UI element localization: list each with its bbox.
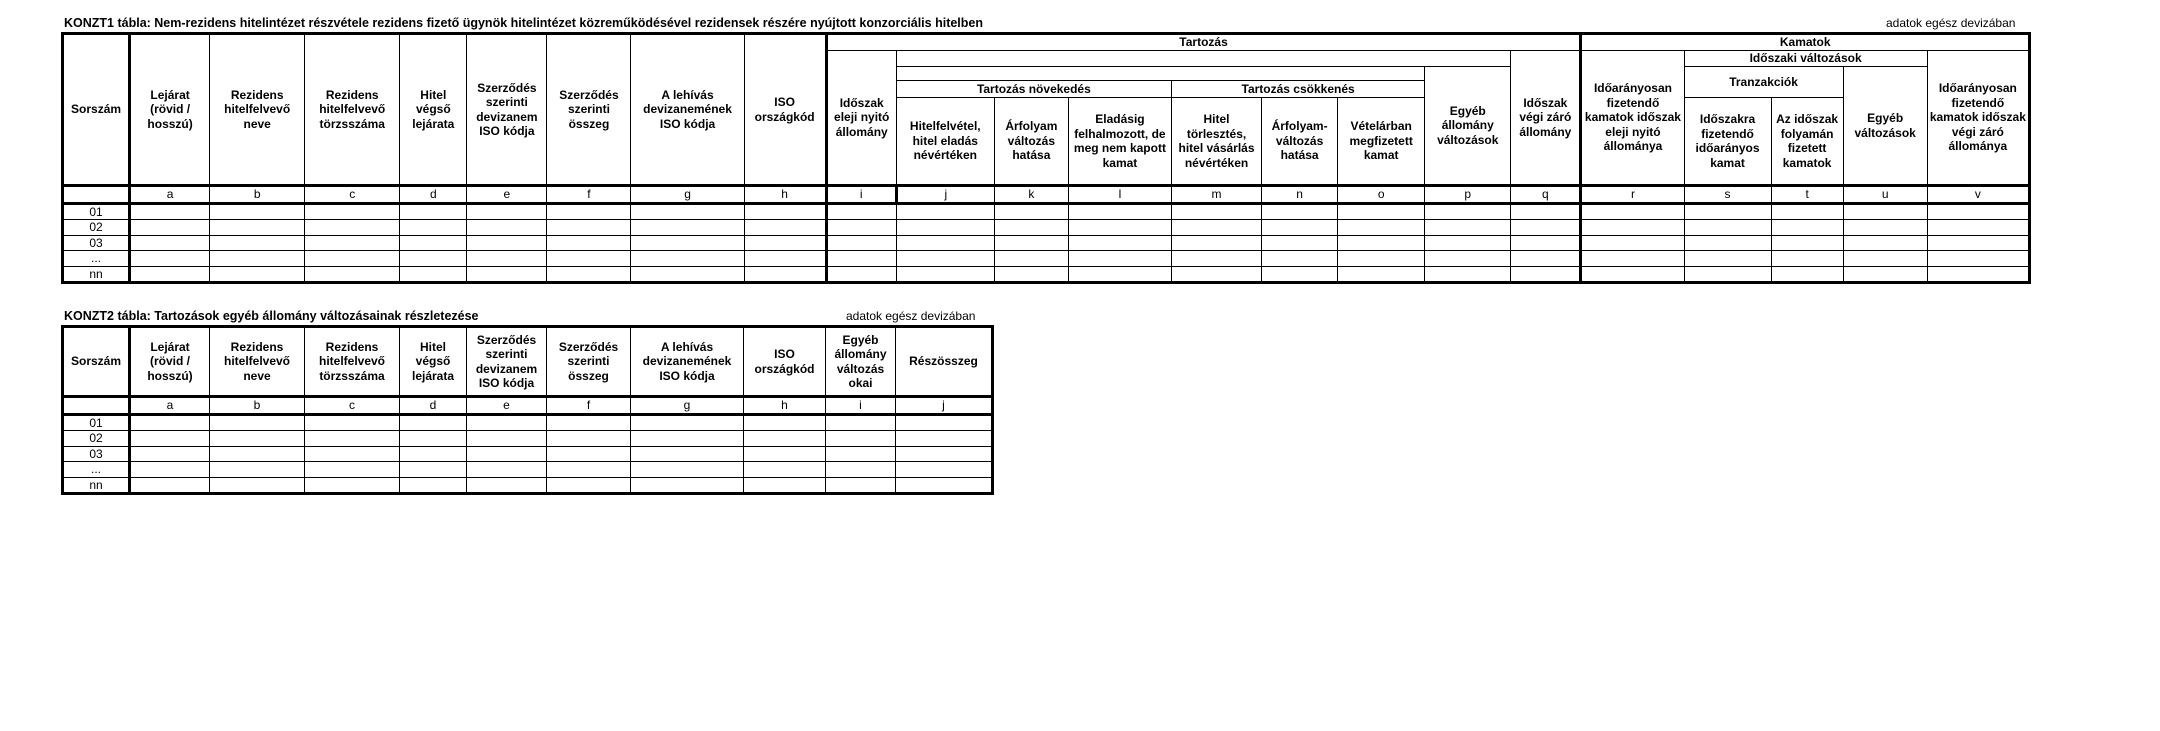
data-cell	[896, 414, 993, 431]
data-cell	[1171, 266, 1261, 283]
data-cell	[744, 446, 826, 462]
data-cell	[210, 266, 305, 283]
data-cell	[1927, 251, 2029, 267]
data-cell	[467, 203, 547, 220]
col-vetelar-kamat-header: Vételárban megfizetett kamat	[1338, 98, 1425, 186]
k2-col-lehivas-devizanem-header: A lehívás devizanemének ISO kódja	[631, 327, 744, 397]
data-cell	[1262, 266, 1338, 283]
row-number: 03	[63, 446, 130, 462]
data-cell	[210, 203, 305, 220]
data-cell	[1068, 251, 1171, 267]
group-tartozas-csokkenes-header: Tartozás csökkenés	[1171, 81, 1424, 98]
table-row	[63, 414, 993, 431]
data-cell	[305, 462, 400, 478]
data-cell	[1338, 220, 1425, 236]
data-cell	[1425, 266, 1511, 283]
table-row	[63, 431, 993, 447]
k2-col-iso-orszagkod-header: ISO országkód	[744, 327, 826, 397]
col-hitelfelvevo-neve-header: Rezidens hitelfelvevő neve	[210, 34, 305, 186]
table-row	[63, 477, 993, 494]
data-cell	[896, 446, 993, 462]
data-cell	[631, 414, 744, 431]
col-zaro-allomany-header: Időszak végi záró állomány	[1511, 51, 1581, 186]
data-cell	[1581, 220, 1684, 236]
data-cell	[1771, 251, 1843, 267]
code-cell: l	[1068, 186, 1171, 204]
k2-col-torzsszam-header: Rezidens hitelfelvevő törzsszáma	[305, 327, 400, 397]
data-cell	[744, 414, 826, 431]
data-cell	[547, 203, 631, 220]
data-cell	[130, 266, 210, 283]
data-cell	[826, 220, 896, 236]
data-cell	[826, 446, 896, 462]
data-cell	[896, 251, 994, 267]
group-tranzakciok-header: Tranzakciók	[1684, 67, 1843, 98]
data-cell	[1425, 203, 1511, 220]
data-cell	[130, 431, 210, 447]
code-cell: v	[1927, 186, 2029, 204]
data-cell	[1684, 203, 1771, 220]
row-number: nn	[63, 477, 130, 494]
data-cell	[305, 446, 400, 462]
k2-col-sorszam-header: Sorszám	[63, 327, 130, 397]
table-row	[63, 220, 2030, 236]
data-cell	[994, 203, 1068, 220]
col-arfolyam-valtozas-csokkenes-header: Árfolyam-változás hatása	[1262, 98, 1338, 186]
code-cell: e	[467, 186, 547, 204]
code-cell: k	[994, 186, 1068, 204]
data-cell	[305, 235, 400, 251]
data-cell	[1927, 266, 2029, 283]
konzt1-table	[61, 32, 2031, 284]
col-kamat-zaro-header: Időarányosan fizetendő kamatok időszak végi záró állománya	[1927, 51, 2029, 186]
data-cell	[130, 235, 210, 251]
group-tartozas-novekedes-header: Tartozás növekedés	[896, 81, 1171, 98]
k2-col-devizanem-iso-header: Szerződés szerinti devizanem ISO kódja	[467, 327, 547, 397]
data-cell	[631, 477, 744, 494]
data-cell	[631, 251, 744, 267]
data-cell	[130, 251, 210, 267]
data-cell	[1425, 251, 1511, 267]
code-cell: p	[1425, 186, 1511, 204]
k2-col-reszosszeg-header: Részösszeg	[896, 327, 993, 397]
data-cell	[631, 235, 744, 251]
data-cell	[1511, 203, 1581, 220]
group-idoszaki-valtozasok-header: Időszaki változások	[1684, 51, 1927, 67]
data-cell	[1581, 266, 1684, 283]
data-cell	[1771, 266, 1843, 283]
data-cell	[1511, 235, 1581, 251]
code-cell: g	[631, 397, 744, 415]
data-cell	[896, 203, 994, 220]
col-lejarat-header: Lejárat (rövid / hosszú)	[130, 34, 210, 186]
data-cell	[1171, 251, 1261, 267]
data-cell	[400, 203, 467, 220]
data-cell	[1684, 266, 1771, 283]
col-egyeb-valtozasok-header: Egyéb változások	[1843, 67, 1927, 186]
code-cell: h	[744, 186, 826, 204]
konzt1-body	[63, 203, 2030, 283]
data-cell	[1511, 251, 1581, 267]
data-cell	[130, 477, 210, 494]
data-cell	[1425, 235, 1511, 251]
code-cell: i	[826, 397, 896, 415]
data-cell	[400, 235, 467, 251]
data-cell	[130, 220, 210, 236]
data-cell	[467, 477, 547, 494]
data-cell	[305, 251, 400, 267]
col-torlesztes-header: Hitel törlesztés, hitel vásárlás névértéken	[1171, 98, 1261, 186]
data-cell	[305, 220, 400, 236]
col-lehivas-devizanem-header: A lehívás devizanemének ISO kódja	[631, 34, 744, 186]
table-row	[63, 266, 2030, 283]
data-cell	[1581, 235, 1684, 251]
konzt2-body	[63, 414, 993, 494]
k2-col-lejarat-header: Lejárat (rövid / hosszú)	[130, 327, 210, 397]
col-hitelfelvetel-header: Hitelfelvétel, hitel eladás névértéken	[896, 98, 994, 186]
data-cell	[744, 431, 826, 447]
data-cell	[1511, 266, 1581, 283]
col-nyito-allomany-header: Időszak eleji nyitó állomány	[826, 51, 896, 186]
col-fizetett-kamatok-header: Az időszak folyamán fizetett kamatok	[1771, 98, 1843, 186]
code-cell: a	[130, 186, 210, 204]
data-cell	[400, 266, 467, 283]
code-cell: d	[400, 186, 467, 204]
row-number: nn	[63, 266, 130, 283]
data-cell	[467, 251, 547, 267]
data-cell	[305, 414, 400, 431]
novekedes-csokkenes-blank-row	[896, 67, 1424, 81]
data-cell	[826, 414, 896, 431]
row-number: ...	[63, 462, 130, 478]
data-cell	[1771, 220, 1843, 236]
data-cell	[400, 462, 467, 478]
data-cell	[210, 414, 305, 431]
data-cell	[994, 266, 1068, 283]
data-cell	[305, 431, 400, 447]
data-cell	[826, 431, 896, 447]
code-cell: c	[305, 186, 400, 204]
col-idoszakra-fizetendo-kamat-header: Időszakra fizetendő időarányos kamat	[1684, 98, 1771, 186]
data-cell	[547, 266, 631, 283]
data-cell	[1927, 220, 2029, 236]
data-cell	[1262, 220, 1338, 236]
k2-col-vegso-lejarat-header: Hitel végső lejárata	[400, 327, 467, 397]
data-cell	[305, 203, 400, 220]
data-cell	[1171, 235, 1261, 251]
data-cell	[1843, 235, 1927, 251]
data-cell	[467, 235, 547, 251]
konzt2-table	[61, 325, 994, 495]
data-cell	[631, 446, 744, 462]
data-cell	[1927, 235, 2029, 251]
data-cell	[744, 477, 826, 494]
data-cell	[210, 251, 305, 267]
col-kamat-nyito-header: Időarányosan fizetendő kamatok időszak eleji nyitó állománya	[1581, 51, 1684, 186]
data-cell	[1262, 235, 1338, 251]
data-cell	[826, 462, 896, 478]
data-cell	[1771, 203, 1843, 220]
col-torzsszam-header: Rezidens hitelfelvevő törzsszáma	[305, 34, 400, 186]
data-cell	[826, 266, 896, 283]
data-cell	[1262, 251, 1338, 267]
data-cell	[467, 414, 547, 431]
code-cell: s	[1684, 186, 1771, 204]
data-cell	[1684, 220, 1771, 236]
row-number: ...	[63, 251, 130, 267]
data-cell	[826, 477, 896, 494]
row-number: 01	[63, 414, 130, 431]
row-number: 03	[63, 235, 130, 251]
data-cell	[896, 462, 993, 478]
data-cell	[631, 220, 744, 236]
code-cell: b	[210, 186, 305, 204]
data-cell	[400, 431, 467, 447]
code-cell: j	[896, 397, 993, 415]
col-arfolyam-valtozas-novekedes-header: Árfolyam változás hatása	[994, 98, 1068, 186]
code-cell: r	[1581, 186, 1684, 204]
data-cell	[631, 266, 744, 283]
code-cell: g	[631, 186, 744, 204]
data-cell	[467, 431, 547, 447]
row-number: 02	[63, 220, 130, 236]
data-cell	[826, 251, 896, 267]
code-cell: t	[1771, 186, 1843, 204]
data-cell	[547, 446, 631, 462]
data-cell	[547, 462, 631, 478]
data-cell	[1771, 235, 1843, 251]
data-cell	[896, 477, 993, 494]
data-cell	[1171, 203, 1261, 220]
data-cell	[400, 414, 467, 431]
data-cell	[1843, 203, 1927, 220]
data-cell	[896, 431, 993, 447]
data-cell	[130, 446, 210, 462]
k2-col-hitelfelvevo-neve-header: Rezidens hitelfelvevő neve	[210, 327, 305, 397]
data-cell	[1338, 203, 1425, 220]
table-row	[63, 235, 2030, 251]
data-cell	[547, 235, 631, 251]
data-cell	[1581, 251, 1684, 267]
data-cell	[547, 477, 631, 494]
data-cell	[744, 235, 826, 251]
data-cell	[631, 462, 744, 478]
data-cell	[826, 235, 896, 251]
data-cell	[210, 431, 305, 447]
konzt2-code-row	[63, 397, 993, 415]
data-cell	[896, 266, 994, 283]
konzt2-unit-note: adatok egész devizában	[846, 309, 976, 323]
data-cell	[547, 251, 631, 267]
table-row	[63, 251, 2030, 267]
data-cell	[467, 446, 547, 462]
group-tartozas-header: Tartozás	[826, 34, 1581, 51]
data-cell	[210, 220, 305, 236]
data-cell	[1843, 251, 1927, 267]
data-cell	[130, 414, 210, 431]
code-cell: h	[744, 397, 826, 415]
data-cell	[467, 220, 547, 236]
data-cell	[210, 235, 305, 251]
code-cell: n	[1262, 186, 1338, 204]
code-cell: u	[1843, 186, 1927, 204]
data-cell	[826, 203, 896, 220]
code-cell: o	[1338, 186, 1425, 204]
data-cell	[994, 235, 1068, 251]
data-cell	[631, 203, 744, 220]
data-cell	[400, 251, 467, 267]
data-cell	[1171, 220, 1261, 236]
data-cell	[210, 462, 305, 478]
table-row	[63, 446, 993, 462]
konzt2-title: KONZT2 tábla: Tartozások egyéb állomány változásainak részletezése	[64, 309, 479, 323]
data-cell	[896, 235, 994, 251]
code-cell: i	[826, 186, 896, 204]
row-number: 02	[63, 431, 130, 447]
tartozas-blank-row	[896, 51, 1511, 67]
konzt1-code-row	[63, 186, 2030, 204]
data-cell	[1684, 251, 1771, 267]
data-cell	[1068, 235, 1171, 251]
data-cell	[1068, 203, 1171, 220]
data-cell	[547, 220, 631, 236]
data-cell	[547, 431, 631, 447]
code-cell: d	[400, 397, 467, 415]
code-cell: m	[1171, 186, 1261, 204]
row-number: 01	[63, 203, 130, 220]
data-cell	[305, 266, 400, 283]
konzt1-title: KONZT1 tábla: Nem-rezidens hitelintézet részvétele rezidens fizető ügynök hitelintézet közreműködésével rezidensek részére nyújtott konzorciális hitelben	[64, 16, 984, 30]
data-cell	[1511, 220, 1581, 236]
group-kamatok-header: Kamatok	[1581, 34, 2030, 51]
code-cell: e	[467, 397, 547, 415]
data-cell	[744, 462, 826, 478]
data-cell	[1843, 220, 1927, 236]
data-cell	[1068, 220, 1171, 236]
code-cell: f	[547, 186, 631, 204]
data-cell	[744, 203, 826, 220]
data-cell	[1338, 251, 1425, 267]
data-cell	[896, 220, 994, 236]
data-cell	[210, 477, 305, 494]
code-cell: c	[305, 397, 400, 415]
data-cell	[400, 220, 467, 236]
k2-col-egyeb-valtozas-okai-header: Egyéb állomány változás okai	[826, 327, 896, 397]
data-cell	[130, 203, 210, 220]
code-cell: a	[130, 397, 210, 415]
data-cell	[994, 251, 1068, 267]
code-cell: q	[1511, 186, 1581, 204]
konzt1-unit-note: adatok egész devizában	[1886, 16, 2016, 30]
table-row	[63, 203, 2030, 220]
data-cell	[400, 477, 467, 494]
data-cell	[467, 462, 547, 478]
col-devizanem-iso-header: Szerződés szerinti devizanem ISO kódja	[467, 34, 547, 186]
col-szerzodes-osszeg-header: Szerződés szerinti összeg	[547, 34, 631, 186]
data-cell	[210, 446, 305, 462]
data-cell	[744, 220, 826, 236]
table-row	[63, 462, 993, 478]
data-cell	[1684, 235, 1771, 251]
data-cell	[1843, 266, 1927, 283]
code-cell: f	[547, 397, 631, 415]
col-egyeb-allomany-valtozas-header: Egyéb állomány változások	[1425, 67, 1511, 186]
data-cell	[744, 266, 826, 283]
data-cell	[994, 220, 1068, 236]
data-cell	[400, 446, 467, 462]
col-sorszam-header: Sorszám	[63, 34, 130, 186]
data-cell	[1425, 220, 1511, 236]
data-cell	[631, 431, 744, 447]
data-cell	[1338, 235, 1425, 251]
data-cell	[1262, 203, 1338, 220]
code-cell: b	[210, 397, 305, 415]
data-cell	[1338, 266, 1425, 283]
col-felhalmozott-kamat-header: Eladásig felhalmozott, de meg nem kapott kamat	[1068, 98, 1171, 186]
data-cell	[467, 266, 547, 283]
data-cell	[305, 477, 400, 494]
data-cell	[744, 251, 826, 267]
col-vegso-lejarat-header: Hitel végső lejárata	[400, 34, 467, 186]
data-cell	[1927, 203, 2029, 220]
code-cell: j	[896, 186, 994, 204]
data-cell	[547, 414, 631, 431]
data-cell	[1581, 203, 1684, 220]
data-cell	[1068, 266, 1171, 283]
k2-col-szerzodes-osszeg-header: Szerződés szerinti összeg	[547, 327, 631, 397]
data-cell	[130, 462, 210, 478]
col-iso-orszagkod-header: ISO országkód	[744, 34, 826, 186]
